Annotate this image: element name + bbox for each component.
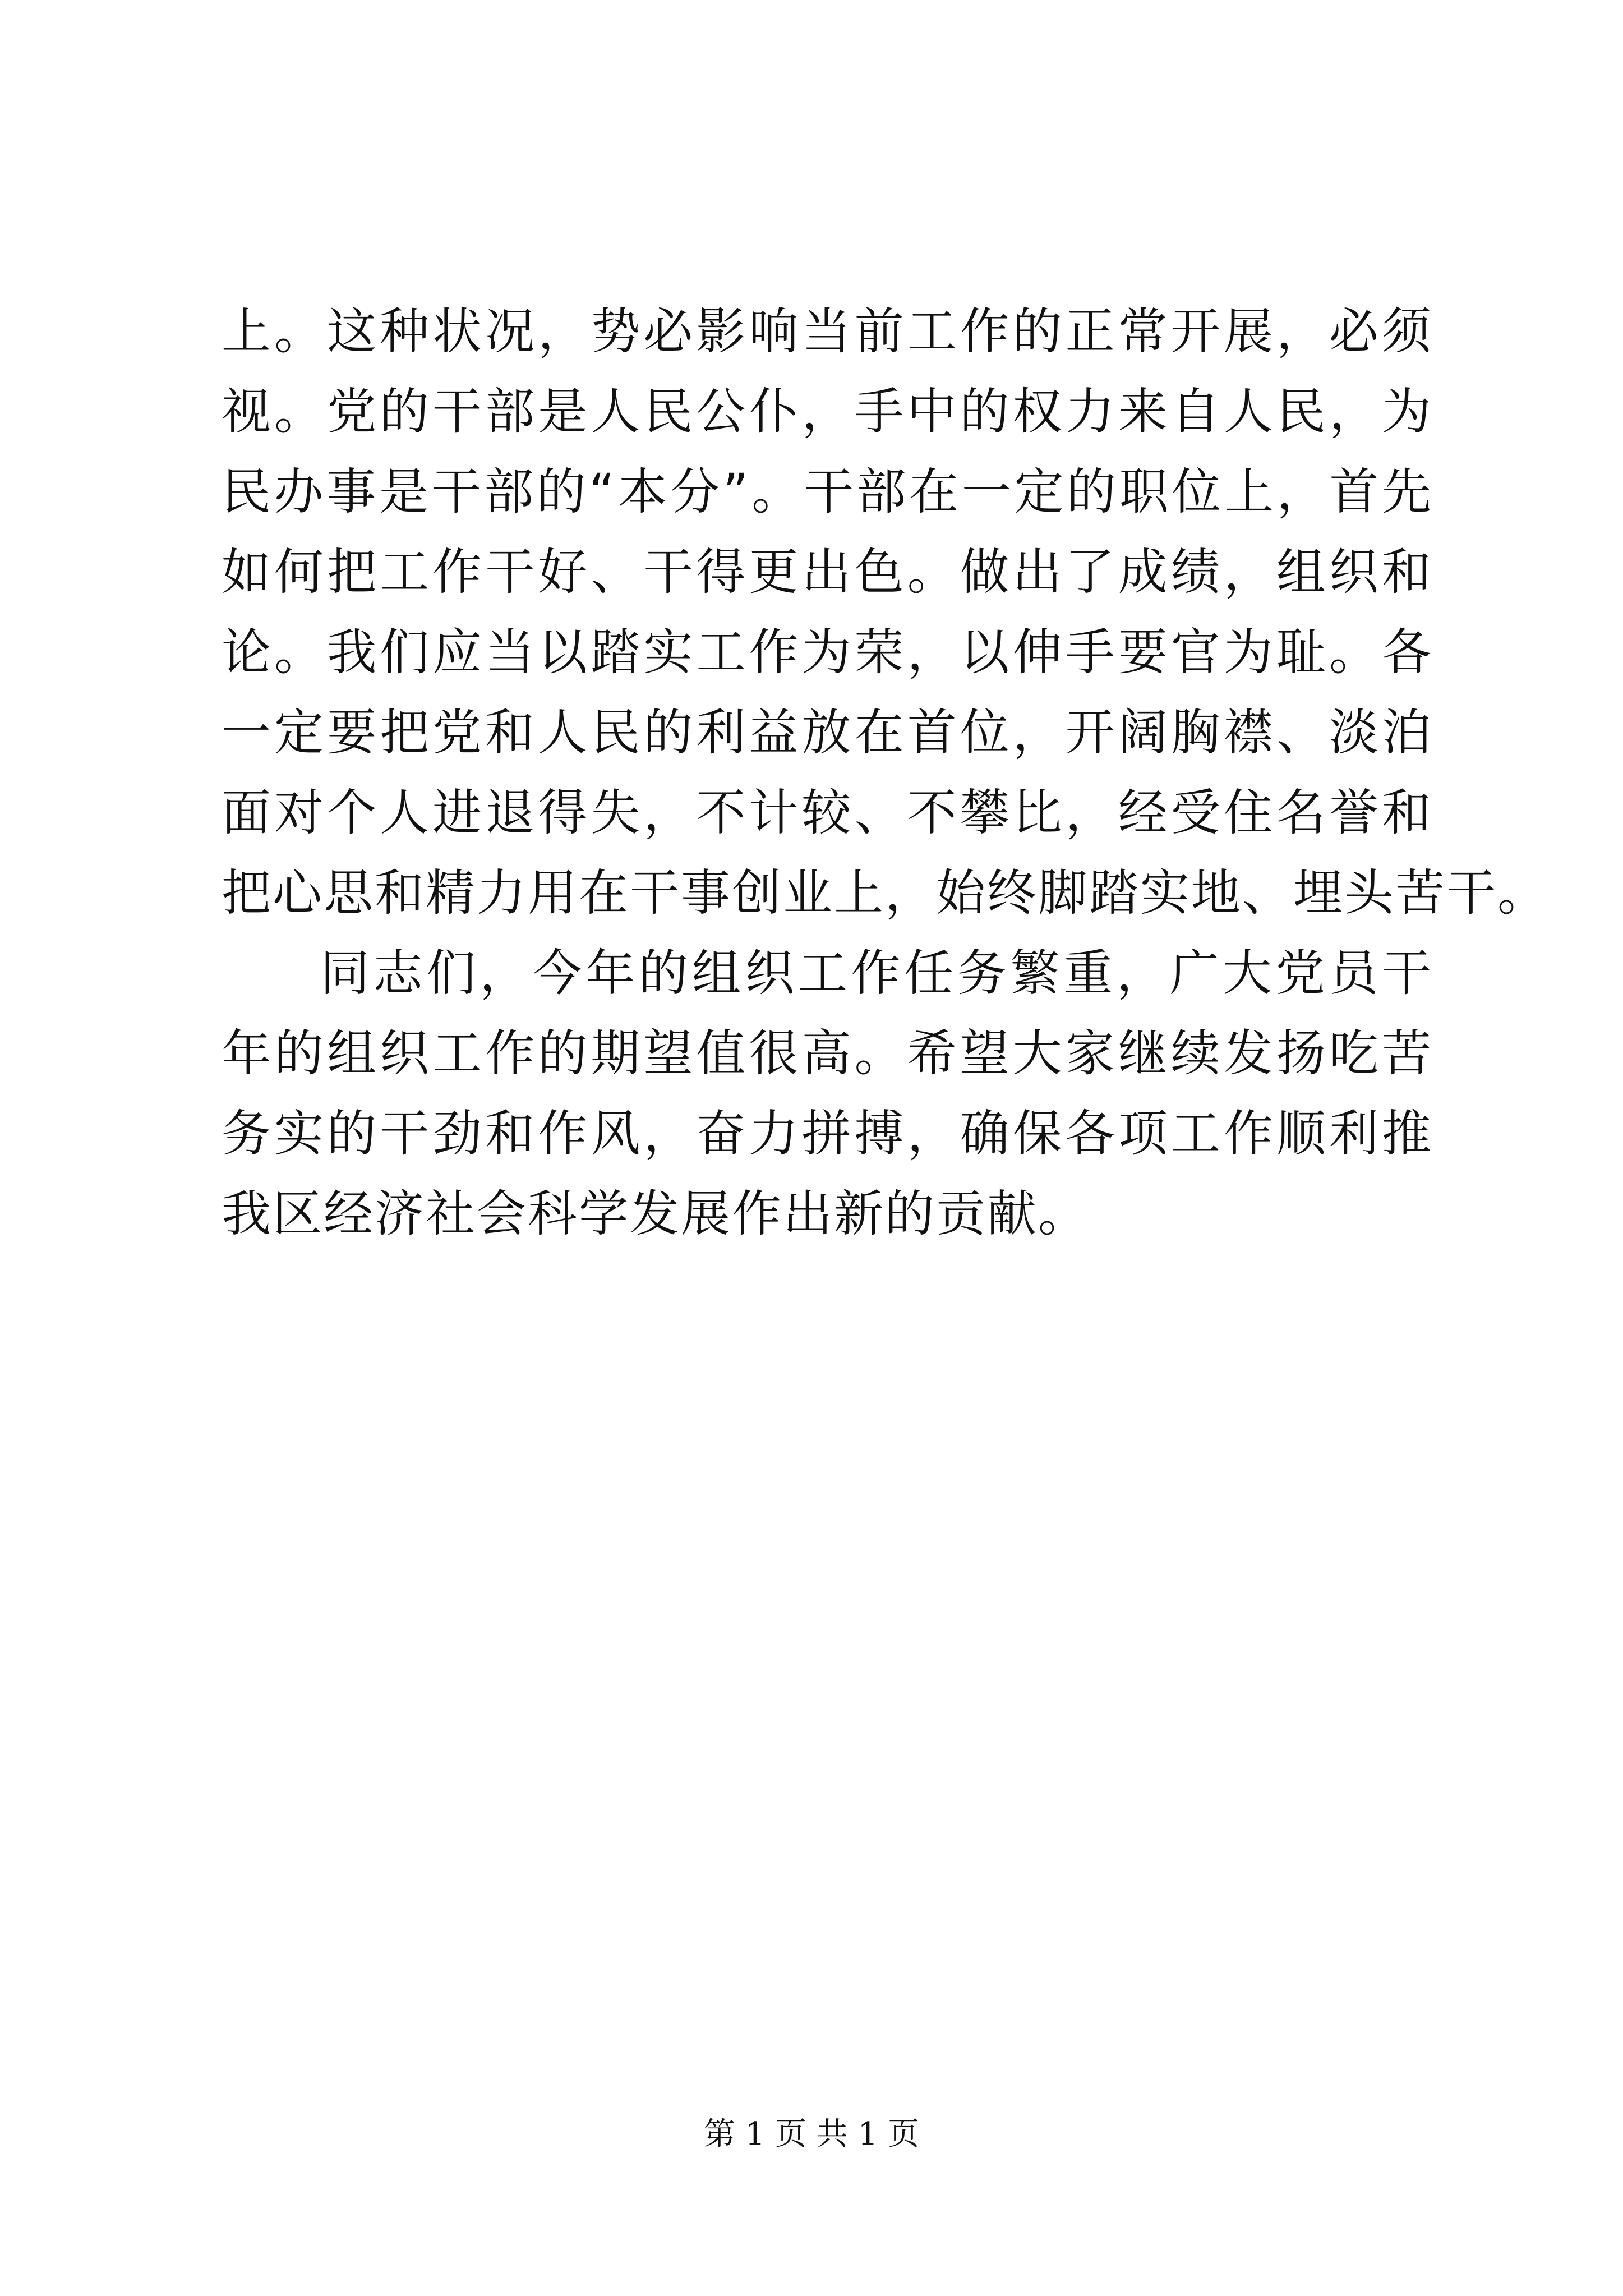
- text-line: 务实的干劲和作风，奋力拼搏，确保各项工作顺利推: [222, 1105, 1433, 1162]
- text-line: 年的组织工作的期望值很高。希望大家继续发扬吃苦: [222, 1024, 1433, 1082]
- text-line: 把心思和精力用在干事创业上，始终脚踏实地、埋头苦干。: [222, 864, 1549, 922]
- text-line: 我区经济社会科学发展作出新的贡献。: [222, 1185, 1090, 1243]
- text-line: 一定要把党和人民的利益放在首位，开阔胸襟、淡泊: [222, 703, 1433, 761]
- text-line: 民办事是干部的“本分”。干部在一定的职位上，首先: [222, 463, 1433, 521]
- page-number-footer: 第 1 页 共 1 页: [703, 2116, 920, 2152]
- text-line: 上。这种状况，势必影响当前工作的正常开展，必须: [222, 302, 1433, 360]
- paragraph-first-line: 同志们，今年的组织工作任务繁重，广大党员干: [320, 944, 1433, 1002]
- text-line: 如何把工作干好、干得更出色。做出了成绩，组织和: [222, 543, 1433, 601]
- text-line: 论。我们应当以踏实工作为荣，以伸手要官为耻。各: [222, 623, 1433, 681]
- text-line: 视。党的干部是人民公仆，手中的权力来自人民，为: [222, 383, 1433, 440]
- document-body: [222, 291, 1549, 1254]
- text-line: 面对个人进退得失，不计较、不攀比，经受住名誉和: [222, 784, 1433, 841]
